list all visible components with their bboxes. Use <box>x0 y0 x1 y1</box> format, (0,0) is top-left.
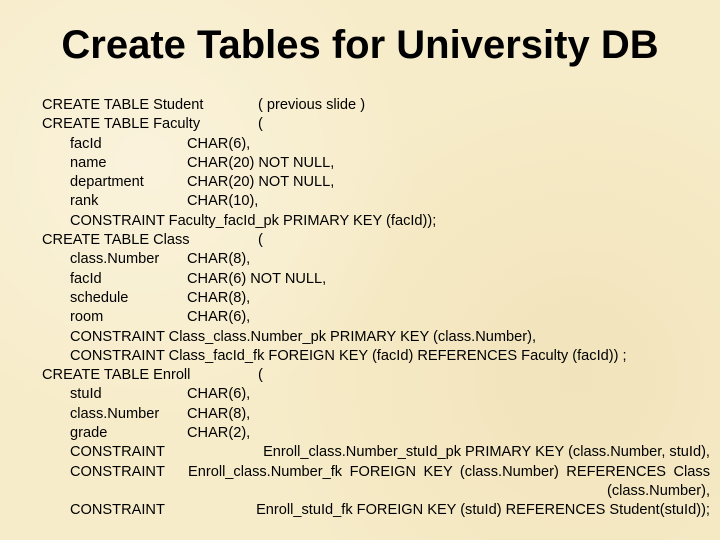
create-enroll-line <box>0 366 720 385</box>
column-type: CHAR(6), <box>187 309 251 326</box>
column-name: class.Number <box>70 251 160 268</box>
sql-code-block <box>0 96 720 521</box>
constraint-text: Enroll_class.Number_stuId_pk PRIMARY KEY (class.Number, stuId), <box>263 444 710 461</box>
create-faculty-line <box>0 115 720 134</box>
constraint-line <box>0 347 720 366</box>
column-line <box>0 424 720 443</box>
statement: CREATE TABLE Enroll <box>42 367 191 384</box>
constraint-text: CONSTRAINT Faculty_facId_pk PRIMARY KEY (facId)); <box>70 212 437 229</box>
column-line <box>0 405 720 424</box>
constraint-keyword: CONSTRAINT <box>70 444 165 461</box>
column-line <box>0 173 720 192</box>
constraint-line <box>0 328 720 347</box>
column-line <box>0 192 720 211</box>
constraint-line <box>0 501 720 520</box>
column-type: CHAR(6) NOT NULL, <box>187 270 327 287</box>
slide-title: Create Tables for University DB <box>61 23 659 67</box>
column-type: CHAR(8), <box>187 405 251 422</box>
column-name: grade <box>70 425 108 442</box>
column-line <box>0 250 720 269</box>
column-name: facId <box>70 135 102 152</box>
column-type: CHAR(20) NOT NULL, <box>187 154 335 171</box>
column-name: class.Number <box>70 405 160 422</box>
column-name: name <box>70 154 107 171</box>
column-line <box>0 385 720 404</box>
column-type: CHAR(6), <box>187 386 251 403</box>
paren: ( previous slide ) <box>258 97 366 113</box>
column-type: CHAR(20) NOT NULL, <box>187 174 335 191</box>
column-line <box>0 135 720 154</box>
create-class-line <box>0 231 720 250</box>
column-type: CHAR(8), <box>187 289 251 306</box>
constraint-text: CONSTRAINT Class_facId_fk FOREIGN KEY (facId) REFERENCES Faculty (facId)) ; <box>70 347 627 364</box>
constraint-line <box>0 212 720 231</box>
column-line <box>0 308 720 327</box>
statement: CREATE TABLE Faculty <box>42 116 201 133</box>
paren: ( <box>258 232 263 249</box>
constraint-line <box>0 443 720 462</box>
column-name: schedule <box>70 289 129 306</box>
constraint-text: Enroll_stuId_fk FOREIGN KEY (stuId) REFERENCES Student(stuId)); <box>256 502 710 519</box>
column-name: rank <box>70 193 99 210</box>
create-student-line <box>0 96 720 115</box>
column-type: CHAR(8), <box>187 251 251 268</box>
paren: ( <box>258 367 263 384</box>
paren: ( <box>258 116 263 133</box>
column-type: CHAR(6), <box>187 135 251 152</box>
column-name: facId <box>70 270 102 287</box>
column-name: room <box>70 309 104 326</box>
statement: CREATE TABLE Student <box>42 97 204 113</box>
column-line <box>0 270 720 289</box>
statement: CREATE TABLE Class <box>42 232 190 249</box>
column-type: CHAR(2), <box>187 425 251 442</box>
constraint-keyword: CONSTRAINT <box>70 463 165 480</box>
column-line <box>0 289 720 308</box>
column-name: stuId <box>70 386 102 403</box>
column-type: CHAR(10), <box>187 193 259 210</box>
column-name: department <box>70 174 144 191</box>
column-line <box>0 154 720 173</box>
constraint-keyword: CONSTRAINT <box>70 502 165 519</box>
constraint-line <box>0 463 720 502</box>
constraint-text: CONSTRAINT Class_class.Number_pk PRIMARY KEY (class.Number), <box>70 328 537 345</box>
constraint-text: Enroll_class.Number_fk FOREIGN KEY (class.Number) REFERENCES Class (class.Number), <box>188 463 710 499</box>
